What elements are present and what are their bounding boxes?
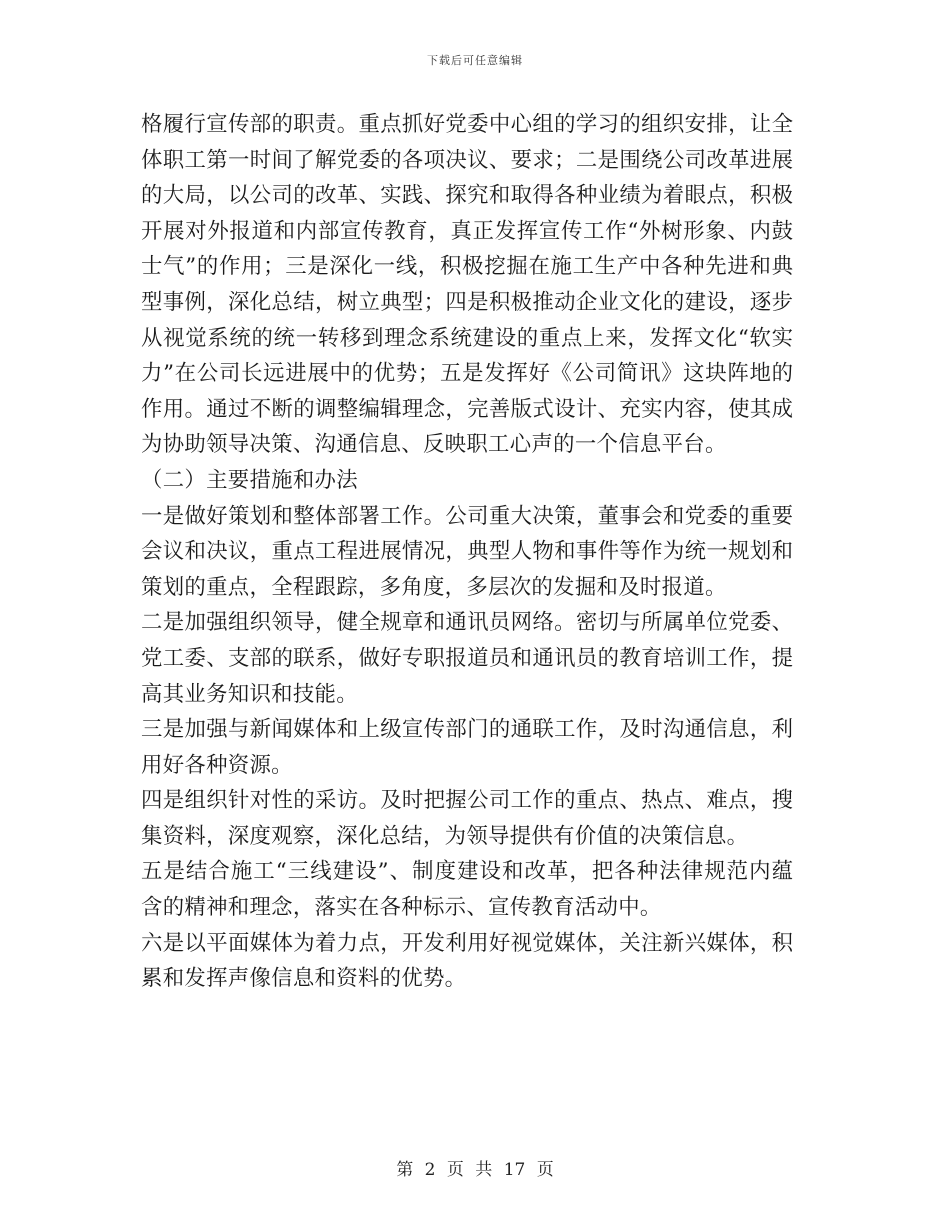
text-line: 累和发挥声像信息和资料的优势。: [141, 966, 467, 992]
text-line: 党工委、支部的联系，做好专职报道员和通讯员的教育培训工作，提: [141, 645, 793, 671]
document-body: [141, 107, 793, 997]
text-line: 含的精神和理念，落实在各种标示、宣传教育活动中。: [141, 895, 662, 921]
text-line: 型事例，深化总结，树立典型；四是积极推动企业文化的建设，逐步: [141, 289, 793, 315]
text-line: 会议和决议，重点工程进展情况，典型人物和事件等作为统一规划和: [141, 539, 793, 565]
text-line: 开展对外报道和内部宣传教育，真正发挥宣传工作“外树形象、内鼓: [141, 218, 793, 244]
text-line: 为协助领导决策、沟通信息、反映职工心声的一个信息平台。: [141, 432, 727, 458]
section-heading: （二）主要措施和办法: [141, 467, 358, 493]
text-line: 策划的重点，全程跟踪，多角度，多层次的发掘和及时报道。: [141, 574, 727, 600]
text-line: 用好各种资源。: [141, 752, 293, 778]
text-line: 一是做好策划和整体部署工作。公司重大决策，董事会和党委的重要: [141, 503, 793, 529]
text-line: 的大局，以公司的改革、实践、探究和取得各种业绩为着眼点，积极: [141, 183, 793, 209]
text-line: 三是加强与新闻媒体和上级宣传部门的通联工作，及时沟通信息，利: [141, 717, 793, 743]
text-line: 二是加强组织领导，健全规章和通讯员网络。密切与所属单位党委、: [141, 610, 793, 636]
text-line: 高其业务知识和技能。: [141, 681, 358, 707]
text-line: 体职工第一时间了解党委的各项决议、要求；二是围绕公司改革进展: [141, 147, 793, 173]
text-line: 力”在公司长远进展中的优势；五是发挥好《公司简讯》这块阵地的: [141, 361, 793, 387]
text-line: 从视觉系统的统一转移到理念系统建设的重点上来，发挥文化“软实: [141, 325, 793, 351]
text-line: 四是组织针对性的采访。及时把握公司工作的重点、热点、难点，搜: [141, 788, 793, 814]
text-line: 格履行宣传部的职责。重点抓好党委中心组的学习的组织安排，让全: [141, 112, 793, 137]
text-line: 士气”的作用；三是深化一线，积极挖掘在施工生产中各种先进和典: [141, 254, 793, 280]
text-line: 六是以平面媒体为着力点，开发利用好视觉媒体，关注新兴媒体，积: [141, 930, 793, 956]
text-line: 作用。通过不断的调整编辑理念，完善版式设计、充实内容，使其成: [141, 396, 793, 422]
text-line: 五是结合施工“三线建设”、制度建设和改革，把各种法律规范内蕴: [141, 859, 793, 885]
text-line: 集资料，深度观察，深化总结，为领导提供有价值的决策信息。: [141, 823, 749, 849]
page-number: 第 2 页 共 17 页: [396, 1160, 554, 1180]
page-header-note: 下载后可任意编辑: [427, 54, 523, 67]
